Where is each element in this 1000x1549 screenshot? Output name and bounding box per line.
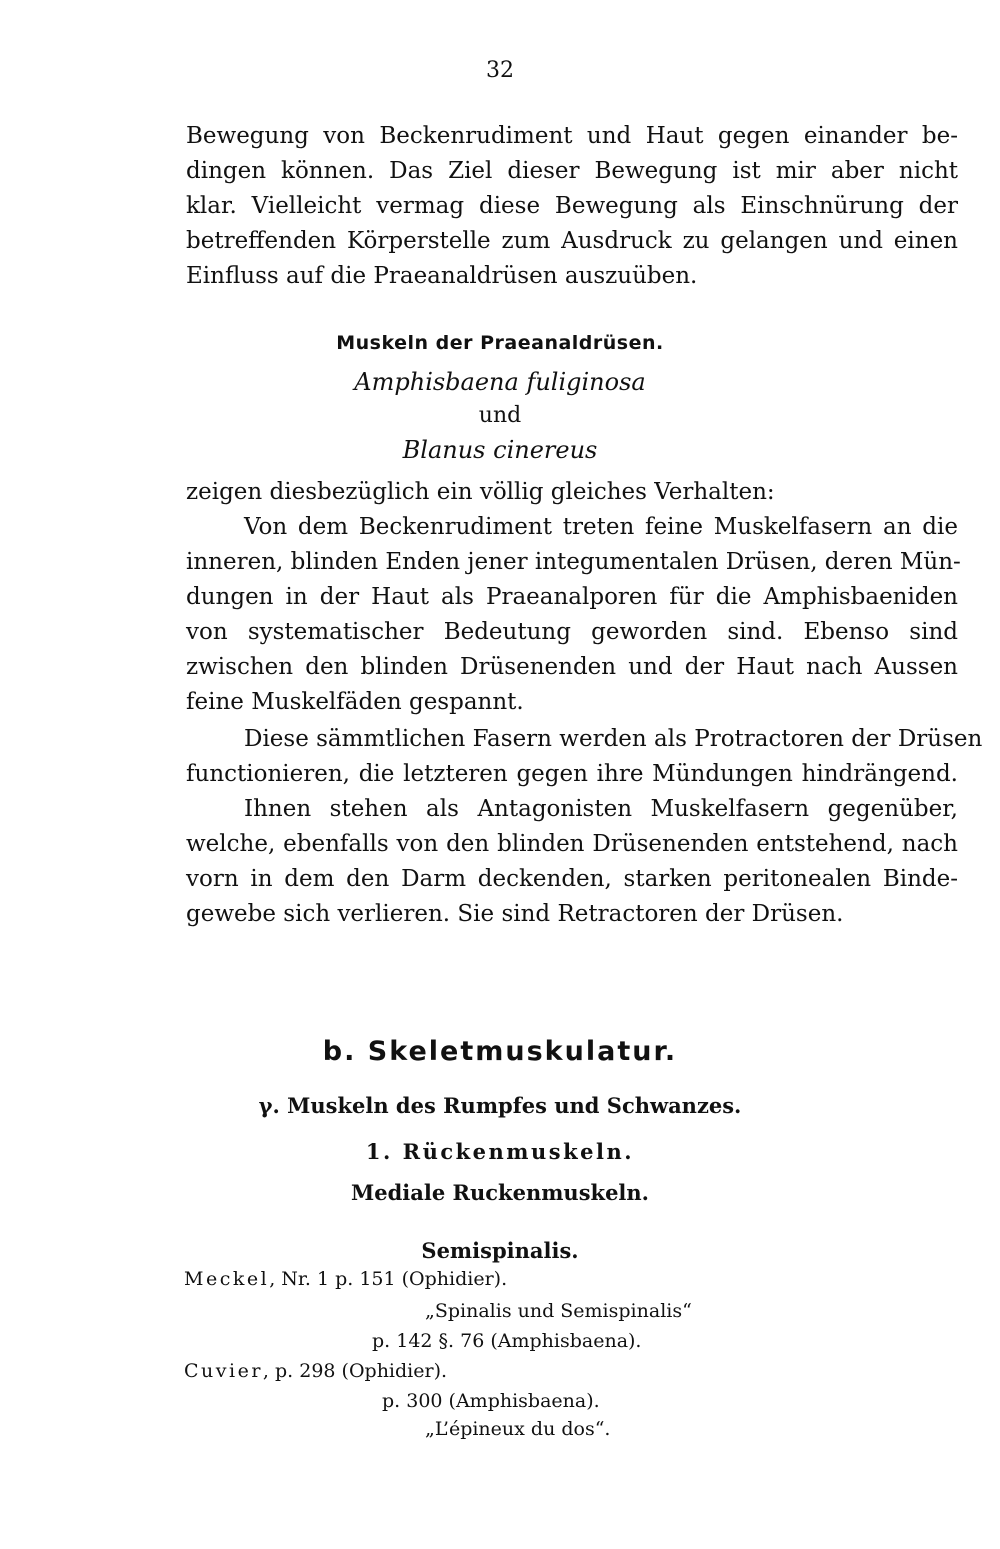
- heading-mediale: Mediale Ruckenmuskeln.: [351, 1180, 649, 1205]
- text-line: Bewegung von Beckenrudiment und Haut gegen einander be-: [186, 123, 958, 149]
- reference-cuvier: [184, 1360, 447, 1382]
- reference-text: , Nr. 1 p. 151 (Ophidier).: [269, 1268, 508, 1290]
- reference-meckel: [184, 1268, 507, 1290]
- reference-page: p. 142 §. 76 (Amphisbaena).: [372, 1330, 642, 1352]
- text-line: dungen in der Haut als Praeanalporen für die Amphisbaeniden: [186, 584, 958, 610]
- reference-page: p. 300 (Amphisbaena).: [382, 1390, 600, 1412]
- species-name: Amphisbaena fuliginosa: [354, 368, 646, 396]
- heading-muskeln-rumpf: γ. Muskeln des Rumpfes und Schwanzes.: [258, 1093, 742, 1118]
- text-line: dingen können. Das Ziel dieser Bewegung ist mir aber nicht: [186, 158, 958, 184]
- text-line: Diese sämmtlichen Fasern werden als Protractoren der Drüsen: [244, 726, 983, 752]
- text-line: Von dem Beckenrudiment treten feine Muskelfasern an die: [244, 514, 958, 540]
- reference-quote: „Spinalis und Semispinalis“: [425, 1300, 692, 1322]
- text-line: zwischen den blinden Drüsenenden und der Haut nach Aussen: [186, 654, 958, 680]
- text-line: betreffenden Körperstelle zum Ausdruck zu gelangen und einen: [186, 228, 958, 254]
- heading-skeletmuskulatur: b. Skeletmuskulatur.: [322, 1036, 678, 1067]
- text-line: von systematischer Bedeutung geworden sind. Ebenso sind: [186, 619, 958, 645]
- text-line: klar. Vielleicht vermag diese Bewegung als Einschnürung der: [186, 193, 958, 219]
- heading-rueckenmuskeln: 1. Rückenmuskeln.: [365, 1139, 635, 1164]
- reference-quote: „L’épineux du dos“.: [425, 1418, 611, 1440]
- text-line: functionieren, die letzteren gegen ihre Mündungen hindrängend.: [186, 761, 958, 787]
- text-line: feine Muskelfäden gespannt.: [186, 689, 524, 715]
- text-line: Ihnen stehen als Antagonisten Muskelfasern gegenüber,: [244, 796, 958, 822]
- text-line: zeigen diesbezüglich ein völlig gleiches Verhalten:: [186, 479, 775, 505]
- section-heading: Muskeln der Praeanaldrüsen.: [336, 332, 664, 354]
- species-name: Blanus cinereus: [402, 436, 598, 464]
- author-name: Cuvier: [184, 1360, 263, 1382]
- text-line: gewebe sich verlieren. Sie sind Retractoren der Drüsen.: [186, 901, 844, 927]
- text-line: welche, ebenfalls von den blinden Drüsenenden entstehend, nach: [186, 831, 958, 857]
- text-line: vorn in dem den Darm deckenden, starken peritonealen Binde-: [186, 866, 958, 892]
- page-number: 32: [486, 58, 514, 83]
- reference-text: , p. 298 (Ophidier).: [262, 1360, 448, 1382]
- conjunction: und: [478, 403, 522, 428]
- author-name: Meckel: [184, 1268, 270, 1290]
- text-line: inneren, blinden Enden jener integumentalen Drüsen, deren Mün-: [186, 549, 961, 575]
- text-line: Einfluss auf die Praeanaldrüsen auszuüben.: [186, 263, 698, 289]
- heading-semispinalis: Semispinalis.: [421, 1238, 579, 1263]
